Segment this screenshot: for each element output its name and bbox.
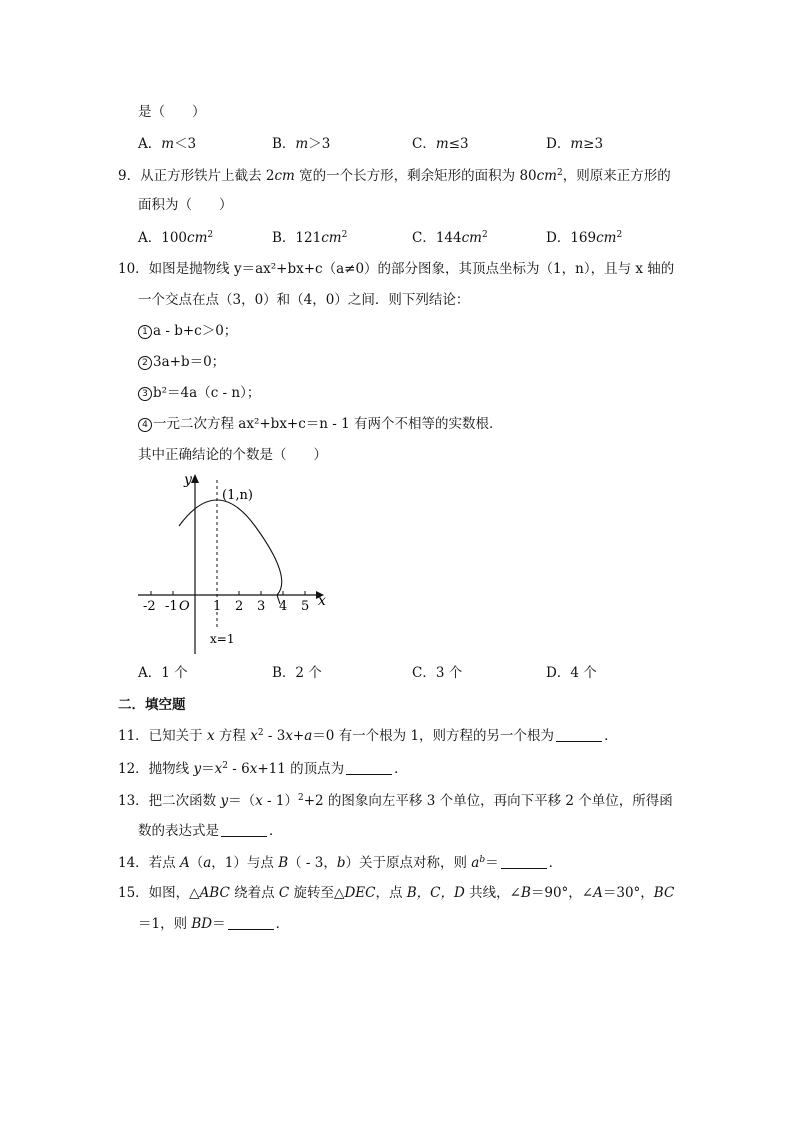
vertex-label: (1,n) (222, 488, 253, 503)
option-var: m (295, 136, 309, 152)
q11-text: + (292, 728, 305, 744)
tick-label: -1 (165, 599, 178, 614)
q9-option-a[interactable] (138, 229, 213, 247)
option-text: ＜3 (174, 136, 197, 152)
q9-unit2: cm (536, 168, 557, 184)
q12-text: ＝ (201, 761, 215, 777)
q8-option-c[interactable] (412, 135, 469, 153)
q11-sup: 2 (257, 728, 264, 738)
q14-text: 14．若点 (118, 855, 180, 871)
q15-var: ABC (199, 885, 230, 901)
q12-var: y (193, 761, 202, 777)
q8-option-d[interactable] (546, 135, 603, 153)
option-text: D．169 (546, 230, 597, 246)
q10-option-d[interactable]: D．4 个 (546, 665, 597, 681)
q15-var: BC (653, 885, 675, 901)
q15-text: ，点 (375, 885, 407, 901)
q10-question: 其中正确结论的个数是（ ） (138, 447, 327, 463)
q10-line1: 10．如图是抛物线 y＝ax²+bx+c（a≠0）的部分图象，其顶点坐标为（1，n），且与 x 轴的 (118, 261, 675, 277)
q14-var: a (203, 855, 212, 871)
q10-line2: 一个交点在点（3，0）和（4，0）之间．则下列结论： (138, 292, 470, 308)
answer-blank[interactable] (556, 728, 602, 742)
option-var: m (161, 136, 175, 152)
answer-blank[interactable] (228, 916, 274, 930)
q13-text: 数的表达式是 (138, 823, 219, 839)
q12-text: 12．抛物线 (118, 761, 194, 777)
q14 (118, 854, 562, 872)
q11-text: ＝0 有一个根为 1，则方程的另一个根为 (312, 728, 555, 744)
conclusion-text: a - b+c＞0； (153, 323, 238, 339)
option-sup: 2 (616, 230, 623, 240)
q14-text: ）关于原点对称，则 (345, 855, 472, 871)
option-label: D． (546, 136, 571, 152)
conclusion-text: 3a+b＝0； (153, 354, 226, 370)
q15-var: B (520, 885, 531, 901)
q10-option-a[interactable]: A．1 个 (138, 665, 188, 681)
option-sup: 2 (341, 230, 348, 240)
y-axis-label: y (184, 472, 192, 488)
q15-text: ＝ (212, 916, 226, 932)
circled-number-3: 3 (138, 387, 152, 401)
q10-conclusion-2 (138, 353, 225, 371)
q15-var: DEC (344, 885, 376, 901)
q9-option-c[interactable] (412, 229, 488, 247)
q9-text-b: 宽的一个长方形，剩余矩形的面积为 80 (294, 168, 537, 184)
q14-var: a (471, 855, 480, 871)
option-text: ≥3 (583, 136, 604, 152)
q15-text: 共线，∠ (464, 885, 521, 901)
q10-conclusion-1 (138, 322, 237, 340)
option-unit: cm (187, 230, 208, 246)
q13-text: 13．把二次函数 (118, 793, 221, 809)
q15-text: 绕着点 (229, 885, 279, 901)
q15-var: A (593, 885, 603, 901)
q15-end: ． (275, 916, 290, 932)
q10-conclusion-3 (138, 384, 260, 402)
tick-label: 1 (213, 599, 222, 614)
q13-var: y (220, 793, 229, 809)
option-text: A．100 (138, 230, 188, 246)
option-sup: 2 (481, 230, 488, 240)
q13-text: ＝（ (228, 793, 256, 809)
q14-end: ． (548, 855, 563, 871)
q12-text: - 6 (227, 761, 250, 777)
q9-sup: 2 (557, 168, 563, 178)
q12-end: ． (394, 761, 408, 777)
q13-line1 (118, 792, 673, 810)
q11-text: - 3 (263, 728, 286, 744)
option-text: C．144 (412, 230, 462, 246)
option-label: C． (412, 136, 436, 152)
q13-end: ． (269, 823, 283, 839)
parabola-graph (132, 468, 332, 658)
q10-conclusion-4 (138, 415, 503, 433)
q11-var: x (250, 728, 258, 744)
tick-label: 5 (301, 599, 310, 614)
tick-label: 3 (257, 599, 266, 614)
section-title-fill-in: 二．填空题 (118, 697, 186, 713)
option-label: B． (272, 136, 296, 152)
q11-text: 方程 (214, 728, 251, 744)
option-unit: cm (596, 230, 617, 246)
x-axis-label: x (318, 593, 326, 609)
q13-text: +2 的图象向左平移 3 个单位，再向下平移 2 个单位，所得函 (303, 793, 673, 809)
q13-var: x (255, 793, 263, 809)
q13-line2 (138, 822, 283, 840)
answer-blank[interactable] (346, 761, 392, 775)
q12-var: x (214, 761, 223, 777)
q15-text: ＝1，则 (138, 916, 192, 932)
q14-text: ＝ (485, 855, 499, 871)
q13-text: - 1） (262, 793, 298, 809)
origin-label: O (179, 599, 190, 614)
option-label: A． (138, 136, 162, 152)
option-unit: cm (321, 230, 342, 246)
q15-line2 (138, 915, 289, 933)
q11-end: ． (604, 728, 618, 744)
option-text: B．121 (272, 230, 322, 246)
q9-option-d[interactable] (546, 229, 622, 247)
tick-label: -2 (143, 599, 156, 614)
q8-option-b[interactable] (272, 135, 330, 153)
tick-label: 2 (235, 599, 244, 614)
circled-number-4: 4 (138, 418, 152, 432)
q15-text: ＝30°， (602, 885, 654, 901)
q12-text: +11 的顶点为 (257, 761, 345, 777)
option-text: ＞3 (308, 136, 331, 152)
q10-option-b[interactable]: B．2 个 (272, 665, 322, 681)
q15-text: 旋转至△ (289, 885, 345, 901)
q9-option-b[interactable] (272, 229, 347, 247)
symmetry-axis-label: x=1 (210, 632, 235, 646)
q15-var: B，C，D (406, 885, 465, 901)
option-unit: cm (461, 230, 482, 246)
q11-var: a (304, 728, 313, 744)
q12 (118, 760, 408, 778)
tick-label: 4 (279, 599, 288, 614)
answer-blank[interactable] (221, 823, 267, 837)
q15-text: ＝90°，∠ (530, 885, 594, 901)
q15-var: BD (191, 916, 213, 932)
q15-var: C (278, 885, 290, 901)
q11-text: 11．已知关于 (118, 728, 207, 744)
q9-text-a: 9．从正方形铁片上截去 2 (118, 168, 275, 184)
circled-number-2: 2 (138, 356, 152, 370)
q14-text: （ - 3， (288, 855, 337, 871)
q14-var: b (336, 855, 346, 871)
circled-number-1: 1 (138, 325, 152, 339)
q14-text: （ (189, 855, 204, 871)
y-axis-arrow (191, 474, 199, 483)
q15-line1 (118, 884, 674, 902)
conclusion-text: b²＝4a（c - n）； (153, 385, 261, 401)
q14-sup: b (479, 855, 486, 865)
q9-line2: 面积为（ ） (138, 197, 233, 213)
option-sup: 2 (207, 230, 214, 240)
q9-unit: cm (274, 168, 295, 184)
q15-text: 15．如图，△ (118, 885, 200, 901)
q11-var: x (285, 728, 293, 744)
q8-option-a[interactable] (138, 135, 196, 153)
option-var: m (435, 136, 449, 152)
conclusion-text: 一元二次方程 ax²+bx+c＝n - 1 有两个不相等的实数根． (153, 416, 503, 432)
q11 (118, 727, 618, 745)
q12-var: x (249, 761, 258, 777)
q14-var: B (278, 855, 289, 871)
option-var: m (570, 136, 584, 152)
q13-sup: 2 (297, 793, 304, 803)
option-text: ≤3 (448, 136, 469, 152)
q14-text: ，1）与点 (211, 855, 279, 871)
q12-sup: 2 (222, 761, 228, 771)
q8-tail: 是（ ） (138, 104, 206, 120)
q11-var: x (206, 728, 215, 744)
answer-blank[interactable] (501, 855, 547, 869)
q9-line1 (118, 167, 671, 185)
q10-option-c[interactable]: C．3 个 (412, 665, 463, 681)
q14-var: A (179, 855, 190, 871)
q9-text-c: ，则原来正方形的 (562, 168, 671, 184)
